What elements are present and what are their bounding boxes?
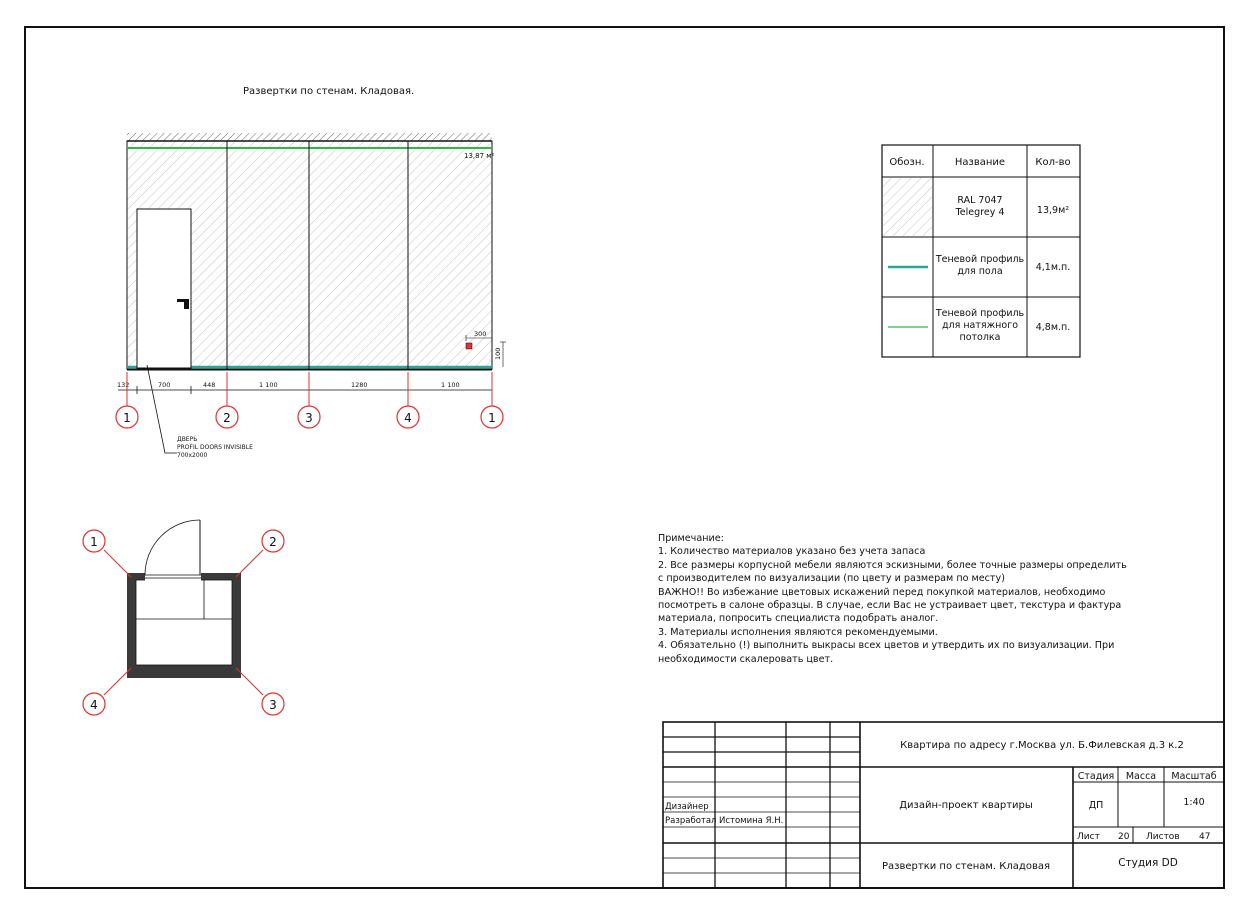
svg-text:3: 3 <box>269 698 277 712</box>
axis-marker-2 <box>216 406 238 428</box>
tb-sheet-label: Лист <box>1077 832 1100 842</box>
legend-row3-name-1: Теневой профиль <box>935 308 1025 319</box>
outlet-width-dim: 300 <box>474 330 487 338</box>
legend-row3-name-2: для натяжного <box>941 320 1019 331</box>
svg-text:1: 1 <box>488 411 496 425</box>
plan-door-opening <box>145 572 201 582</box>
plan-interior <box>136 580 232 665</box>
tb-project-address: Квартира по адресу г.Москва ул. Б.Филевская д.3 к.2 <box>900 740 1184 751</box>
tb-scale-label: Масштаб <box>1171 771 1217 782</box>
tb-stage-value: ДП <box>1088 800 1104 811</box>
outlet-height-dim: 100 <box>494 347 502 360</box>
dim-448: 448 <box>203 381 216 389</box>
dim-1100-b: 1 100 <box>441 381 460 389</box>
ceiling-hatch <box>127 133 492 141</box>
axis-marker-4 <box>397 406 419 428</box>
note-3: 3. Материалы исполнения являются рекомендуемыми. <box>658 626 938 638</box>
legend-row3-qty: 4,8м.п. <box>1035 322 1071 333</box>
legend-hatch-swatch <box>883 178 932 236</box>
svg-text:1: 1 <box>90 535 98 549</box>
legend-table <box>882 145 1080 357</box>
axis-marker-1a <box>116 406 138 428</box>
door-leader <box>147 365 177 453</box>
axis-marker-1b <box>481 406 503 428</box>
svg-text:4: 4 <box>404 411 412 425</box>
door-handle-lever <box>177 299 186 302</box>
note-important: ВАЖНО!! Во избежание цветовых искажений перед покупкой материалов, необходимо посмотреть в салоне образцы. В случае, если Вас не устраивает цвет, текстура и фактура материала, попросить специалиста подобрать аналог. <box>658 586 1122 625</box>
tb-sheet-name: Развертки по стенам. Кладовая <box>882 861 1050 872</box>
legend-row1-qty: 13,9м² <box>1036 205 1070 216</box>
plan-marker-2 <box>262 530 284 552</box>
legend-row1-name-2: Telegrey 4 <box>955 207 1005 218</box>
axis-marker-3 <box>298 406 320 428</box>
legend-row3-name-3: потолка <box>959 332 1001 343</box>
legend-row2-name-2: для пола <box>957 266 1003 277</box>
dim-132: 132 <box>117 381 130 389</box>
floor-plan <box>83 520 284 715</box>
legend-row2-name-1: Теневой профиль <box>935 254 1025 265</box>
tb-project-type: Дизайн-проект квартиры <box>899 800 1033 811</box>
door-note-3: 700х2000 <box>177 452 208 459</box>
wall-elevation <box>116 133 506 459</box>
dim-700: 700 <box>158 381 171 389</box>
door-note-2: PROFIL DOORS INVISIBLE <box>177 444 253 451</box>
tb-developer-name: Истомина Я.Н. <box>719 816 784 826</box>
svg-text:1: 1 <box>123 411 131 425</box>
plan-door-swing <box>145 520 200 575</box>
legend-row2-qty: 4,1м.п. <box>1035 262 1071 273</box>
tb-developer-label: Разработал <box>665 816 717 826</box>
svg-text:2: 2 <box>223 411 231 425</box>
svg-text:4: 4 <box>90 698 98 712</box>
area-label: 13,87 м² <box>464 152 495 160</box>
tb-sheets-label: Листов <box>1146 832 1180 842</box>
sheet-title: Развертки по стенам. Кладовая. <box>243 86 415 97</box>
plan-marker-4 <box>83 693 105 715</box>
door-note-1: ДВЕРЬ <box>177 436 198 443</box>
notes-block <box>658 532 1128 666</box>
note-2: 2. Все размеры корпусной мебели являются эскизными, более точные размеры определить с производителем по визуализации (по цвету и размерам по месту) <box>658 559 1127 585</box>
tb-sheet-value: 20 <box>1118 832 1130 842</box>
note-1: 1. Количество материалов указано без учета запаса <box>658 546 926 558</box>
notes-heading: Примечание: <box>658 533 724 544</box>
svg-text:2: 2 <box>269 535 277 549</box>
dim-1280: 1280 <box>351 381 368 389</box>
tb-mass-label: Масса <box>1125 771 1157 782</box>
tb-studio: Студия DD <box>1118 857 1178 869</box>
svg-text:3: 3 <box>305 411 313 425</box>
tb-sheets-value: 47 <box>1199 832 1211 842</box>
legend-header-qty: Кол-во <box>1035 157 1071 168</box>
door <box>137 209 191 368</box>
legend-header-symbol: Обозн. <box>889 157 925 168</box>
plan-marker-1 <box>83 530 105 552</box>
legend-row1-name-1: RAL 7047 <box>957 195 1003 206</box>
legend-header-name: Название <box>954 157 1006 168</box>
tb-designer-label: Дизайнер <box>665 802 709 812</box>
note-4: 4. Обязательно (!) выполнить выкрасы всех цветов и утвердить их по визуализации. При необходимости скалеровать цвет. <box>658 640 1115 665</box>
tb-scale-value: 1:40 <box>1183 797 1205 808</box>
plan-marker-3 <box>262 693 284 715</box>
outlet-icon <box>466 343 472 349</box>
tb-stage-label: Стадия <box>1077 771 1115 782</box>
dim-1100-a: 1 100 <box>259 381 278 389</box>
